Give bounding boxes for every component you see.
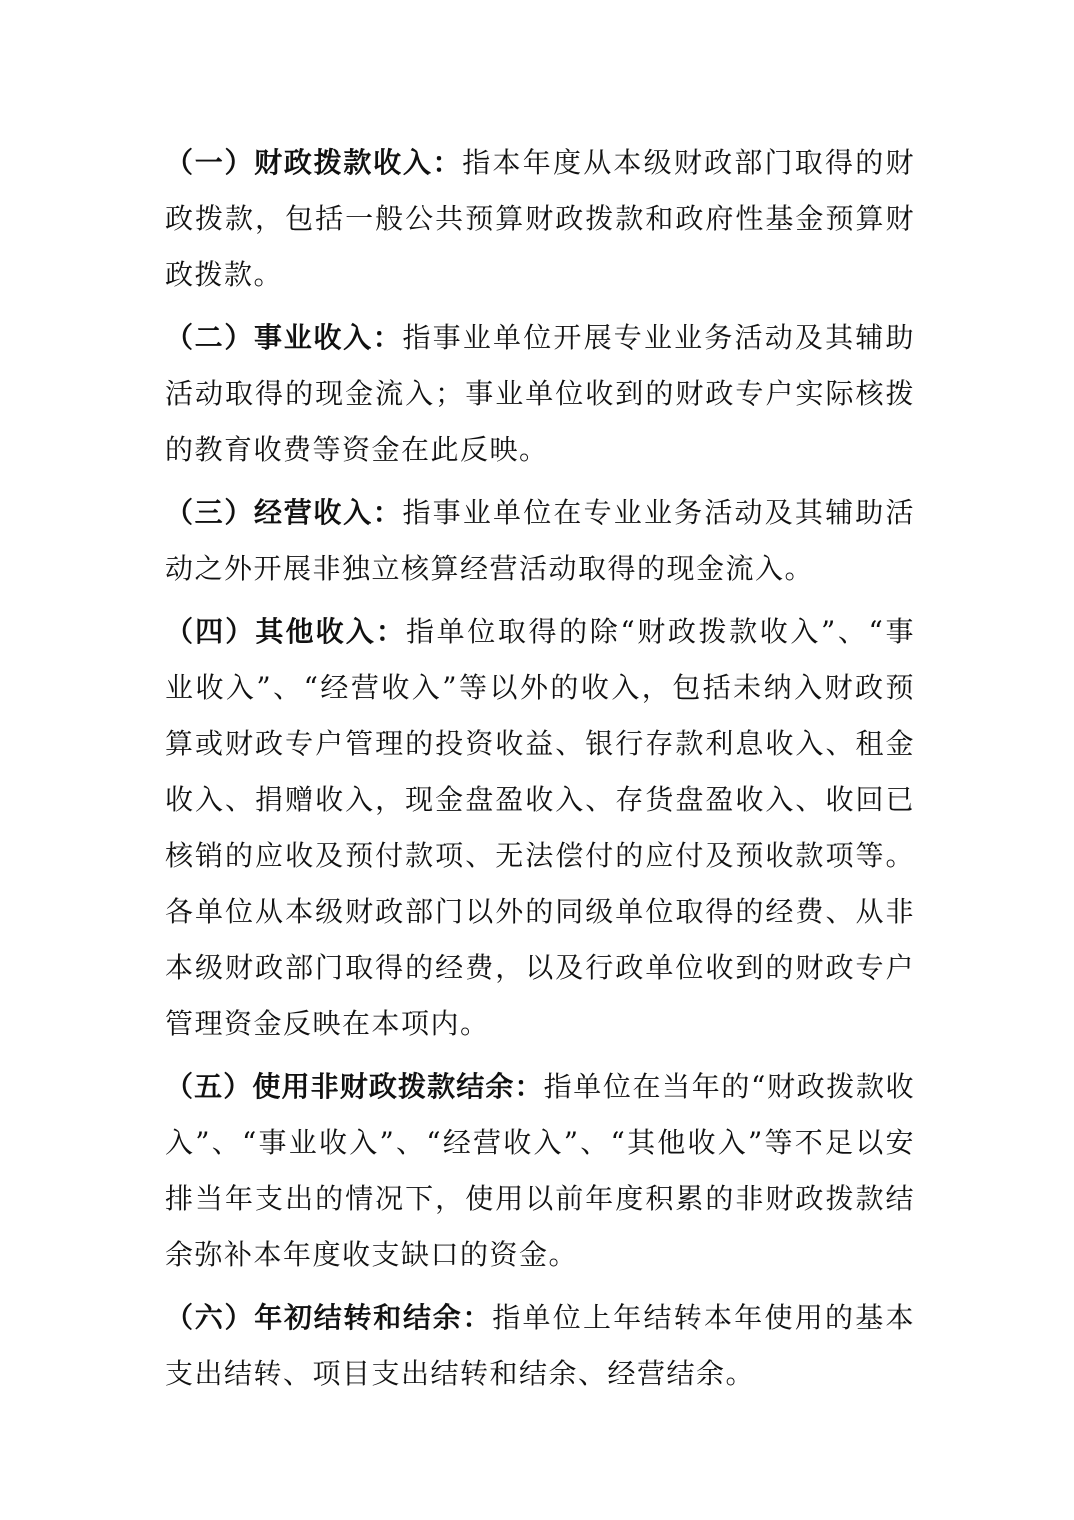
paragraph-heading: （二）事业收入：: [165, 321, 403, 354]
paragraph-fiscal-appropriation-income: [165, 135, 915, 303]
paragraph-text: 指单位取得的除“财政拨款收入”、“事业收入”、“经营收入”等以外的收入，包括未纳入财政预算或财政专户管理的投资收益、银行存款利息收入、租金收入、捐赠收入，现金盘盈收入、存货盘盈收入、收回已核销的应收及预付款项、无法偿付的应付及预收款项等。各单位从本级财政部门以外的同级单位取得的经费、从非本级财政部门取得的经费，以及行政单位收到的财政专户管理资金反映在本项内。: [165, 615, 915, 1040]
paragraph-text: 指本年度从本级财政部门取得的财政拨款，包括一般公共预算财政拨款和政府性基金预算财政拨款。: [165, 146, 915, 291]
paragraph-business-income: [165, 310, 915, 478]
paragraph-heading: （一）财政拨款收入：: [165, 146, 463, 179]
paragraph-operating-income: [165, 485, 915, 597]
paragraph-text: 指事业单位在专业业务活动及其辅助活动之外开展非独立核算经营活动取得的现金流入。: [165, 496, 915, 585]
paragraph-heading: （六）年初结转和结余：: [165, 1301, 493, 1334]
paragraph-non-fiscal-balance-use: [165, 1059, 915, 1283]
paragraph-other-income: [165, 604, 915, 1052]
paragraph-carryover-and-balance: [165, 1290, 915, 1402]
document-body: [165, 135, 915, 1409]
paragraph-text: 指单位上年结转本年使用的基本支出结转、项目支出结转和结余、经营结余。: [165, 1301, 915, 1390]
paragraph-heading: （四）其他收入：: [165, 615, 406, 648]
paragraph-text: 指单位在当年的“财政拨款收入”、“事业收入”、“经营收入”、“其他收入”等不足以安排当年支出的情况下，使用以前年度积累的非财政拨款结余弥补本年度收支缺口的资金。: [165, 1070, 915, 1271]
paragraph-heading: （五）使用非财政拨款结余：: [165, 1070, 544, 1103]
paragraph-heading: （三）经营收入：: [165, 496, 403, 529]
paragraph-text: 指事业单位开展专业业务活动及其辅助活动取得的现金流入；事业单位收到的财政专户实际核拨的教育收费等资金在此反映。: [165, 321, 915, 466]
